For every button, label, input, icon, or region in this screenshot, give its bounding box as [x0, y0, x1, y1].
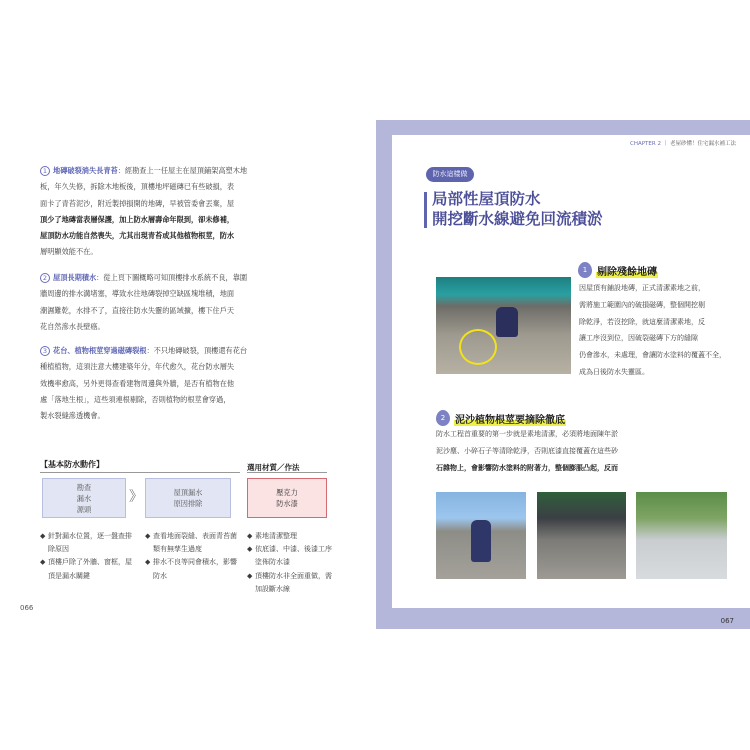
title-accent-bar — [424, 192, 427, 228]
step-title: 剔除殘餘地磚 — [596, 263, 658, 278]
content-panel — [392, 135, 750, 625]
step-text: 原因排除 — [173, 499, 203, 508]
step-text: 壓克力 — [276, 488, 298, 497]
page-number: 066 — [20, 604, 34, 612]
photo-coating-surface — [636, 492, 727, 579]
section-heading: 地磚破裂淌失長青苔 — [53, 166, 118, 175]
bullet-icon: ◆ — [247, 571, 253, 580]
step-box-inspect — [42, 478, 126, 518]
body-line: 除乾淨，若沒挖除，就這麼清潔素地，反 — [579, 317, 705, 326]
highlight-circle — [459, 329, 497, 365]
bullet-item: 頂樓戶除了外牆、窗框，屋頂是漏水關鍵 — [48, 558, 132, 580]
body-line: 成為日後防水失靈區。 — [579, 367, 649, 376]
photo-cleaning-rooftop — [436, 492, 526, 579]
bullet-list-material — [247, 530, 335, 596]
bullet-icon: ◆ — [247, 545, 253, 554]
chapter-label: CHAPTER 2 — [630, 141, 661, 147]
section-ponding-water — [40, 270, 290, 335]
section-number: 3 — [40, 346, 50, 356]
bullet-list-cause — [145, 530, 237, 583]
title-line: 開挖斷水線避免回流積淤 — [432, 210, 603, 228]
section-text: 種植植物，這須注意大樓建築年分，年代愈久，花台防水層失 — [40, 362, 235, 372]
step-box-material — [247, 478, 327, 518]
step-number-pin: 1 — [578, 262, 592, 278]
step-text: 勘查 — [76, 482, 92, 492]
section-text: 潮濕難乾，水排不了，直接往防水失靈的區域擴，樓下住戶天 — [40, 305, 235, 315]
body-line-bold: 石雜物上，會影響防水塗料的附著力，整個膨脹凸起，反而 — [436, 463, 618, 472]
body-line: 仍會滲水，未處理，會讓防水塗料的覆蓋不全， — [579, 351, 726, 360]
section-text: 牆周邊的排水溝堵塞，導致水往地磚裂掉空缺區塊堆積，地面 — [40, 289, 235, 299]
section-tag: 防水這樣做 — [426, 167, 474, 182]
title-line: 局部性屋頂防水 — [432, 190, 541, 208]
photo-removing-tiles — [436, 277, 571, 374]
photo-sweeping-debris — [537, 492, 626, 579]
worker-figure — [496, 307, 518, 337]
section-text: 效機率愈高，另外更得查看建物周邊與外牆，是否有植物在他 — [40, 378, 235, 388]
bullet-icon: ◆ — [247, 532, 253, 540]
body-line: 防水工程首重要的第一步就是素地清潔，必須將地面陳年淤 — [436, 430, 618, 438]
section-text: 處「落地生根」，這些須連根剔除，否則植物的根莖會穿過， — [40, 394, 231, 404]
chevron-right-icon: 》 — [129, 489, 143, 505]
section-heading: 花台、植物根莖穿過磁磚裂根 — [53, 346, 147, 355]
body-line: 讓工序沒到位，因破裂磁磚下方的縫隙 — [579, 334, 698, 343]
bullet-item: 排水不良等同會積水，影響防水 — [153, 558, 237, 580]
bullet-icon: ◆ — [40, 558, 46, 567]
step-text: 源頭 — [76, 504, 92, 514]
chapter-header — [630, 139, 736, 147]
section-number: 1 — [40, 166, 50, 176]
body-line: 需將施工範圍內的破損磁磚，整個開挖剔 — [579, 300, 705, 309]
section-text: 面卡了青苔泥沙，附近製掉損開的地磚，早被管委會丟棄，屋 — [40, 198, 235, 208]
body-line: 因屋頂有鋪設地磚，正式清潔素地之前， — [579, 284, 705, 292]
step-heading — [578, 262, 658, 278]
step-text: 屋頂漏水 — [173, 488, 203, 497]
section-text: 花自然滲水長壁癌。 — [40, 321, 105, 331]
section-text-bold: 屋頂防水功能自然喪失，尤其出現青苔或其他植物根莖，防水 — [40, 231, 235, 241]
section-cracked-tiles — [40, 163, 290, 261]
section-plant-roots — [40, 343, 290, 424]
chapter-separator: ｜ — [662, 141, 669, 147]
step-text: 漏水 — [76, 493, 92, 503]
bullet-item: 查看地面裂縫、表面青苔菌類有無孳生過度 — [153, 532, 237, 554]
right-page — [376, 120, 750, 629]
bullet-item: 頂樓防水非全面重做，需加設斷水線 — [255, 571, 332, 593]
section-text: ：不只地磚破裂，頂樓還有花台 — [146, 346, 248, 355]
section-text-bold: 頂少了地磚當表層保護，加上防水層壽命年限到，卻未修補， — [40, 214, 235, 224]
step-text: 防水漆 — [276, 499, 298, 508]
section-text: 製水裂縫滲透機會。 — [40, 411, 105, 421]
bullet-icon: ◆ — [40, 532, 46, 540]
page-number: 067 — [720, 617, 734, 625]
bullet-icon: ◆ — [145, 532, 151, 540]
material-title: 選用材質／作法 — [247, 463, 300, 472]
step-box-cause — [145, 478, 231, 518]
bullet-item: 針對漏水位置，逐一盤查排除原因 — [48, 532, 132, 554]
section-heading: 屋頂長期積水 — [53, 273, 97, 282]
chapter-title: 老屋砂懂！住宅漏水補工法 — [669, 141, 736, 147]
bullet-icon: ◆ — [145, 558, 151, 567]
section-text: 層明顯效能不在。 — [40, 247, 98, 257]
page-title — [432, 189, 603, 229]
step-heading — [436, 410, 566, 426]
bullet-list-inspect — [40, 530, 132, 583]
step-title: 泥沙植物根莖要摘除徹底 — [454, 411, 566, 426]
section-text: 板，年久失修，拆除木地板後，頂樓地坪磁磚已有些破損，表 — [40, 182, 235, 192]
section-number: 2 — [40, 273, 50, 283]
section-text: ：從上頁下圖概略可知頂樓排水系統不良，靠圍 — [96, 273, 248, 282]
step-body — [579, 280, 729, 381]
bullet-item: 素地清潔整理 — [255, 532, 297, 540]
body-line: 泥沙塵、小碎石子等清除乾淨，否則底漆直接覆蓋在這些砂 — [436, 446, 618, 455]
basic-actions-title: 【基本防水動作】 — [40, 460, 104, 469]
bullet-item: 依底漆、中漆、後漆工序塗佈防水漆 — [255, 545, 332, 567]
step-number-pin: 2 — [436, 410, 450, 426]
worker-figure — [471, 520, 491, 562]
divider — [40, 472, 240, 473]
step-body — [436, 426, 736, 476]
section-text: ：經勘查上一任屋主在屋頂鋪架高塑木地 — [117, 166, 248, 175]
divider — [247, 472, 327, 473]
